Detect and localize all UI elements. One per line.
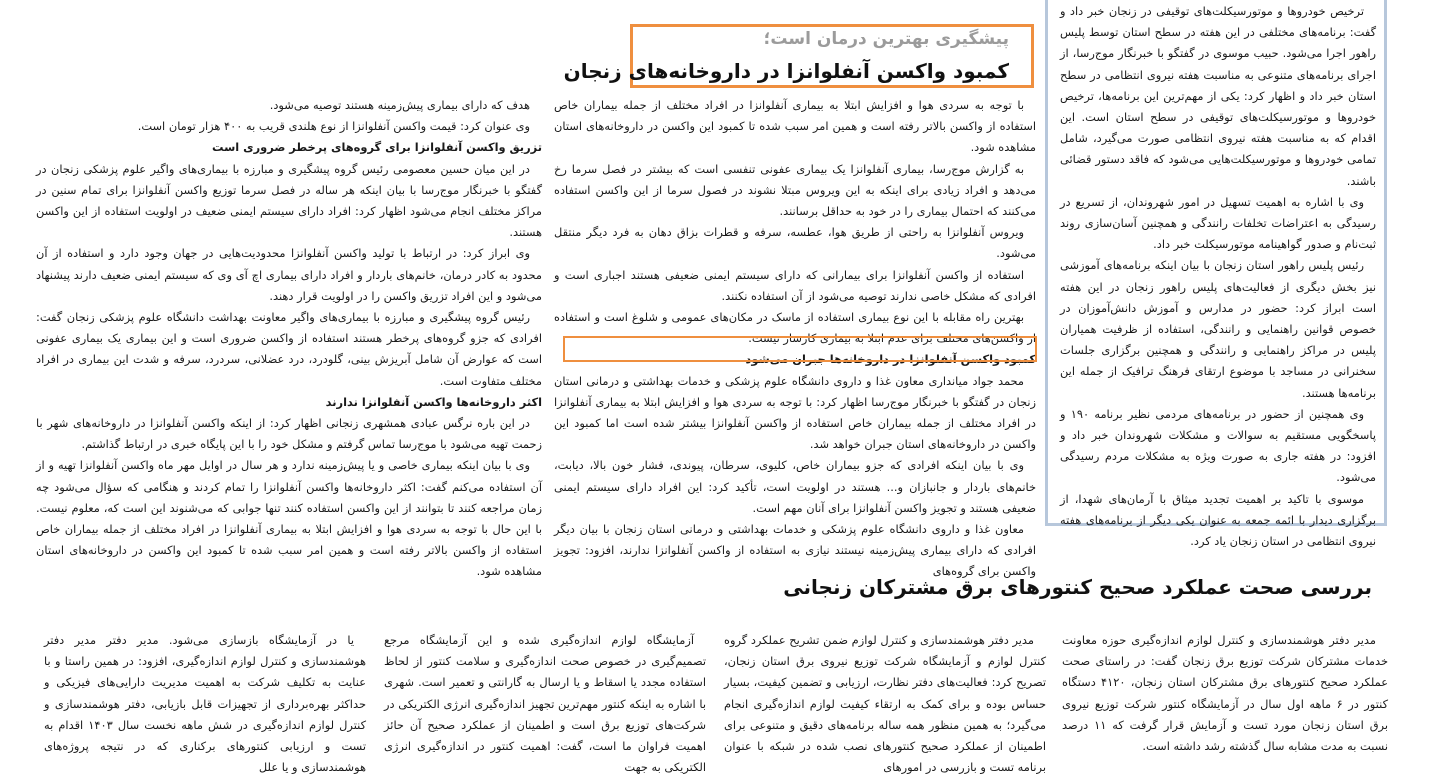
paragraph: در این باره نرگس عبادی همشهری زنجانی اظهار کرد: از اینکه واکسن آنفلوانزا در داروخانه‌های شهر با زحمت تهیه می‌شود با موج‌رسا تماس گرفتم و مشکل خود را با این پایگاه خبری در ارتباط گذاشتم. [36,416,542,452]
speaker-highlight-box [563,336,1037,362]
paragraph: موسوی با تاکید بر اهمیت تجدید میثاق با آرمان‌های شهدا، از برگزاری دیدار با ائمه جمعه به عنوان یکی دیگر از برنامه‌های هفته نیروی انتظامی در استان زنجان یاد کرد. [1060,491,1376,549]
paragraph: در این میان حسین معصومی رئیس گروه پیشگیری و مبارزه با بیماری‌های واگیر علوم پزشکی زنجان در گفتگو با خبرنگار موج‌رسا با بیان اینکه هر ساله در فصل سرما توزیع واکسن آنفلوانزا برای تمام سنین در مراکز مختلف انجام می‌شود اظهار کرد: افراد دارای سیستم ایمنی ضعیف در اولویت استفاده از این واکسن هستند. [36,161,542,240]
paragraph: ویروس آنفلوانزا به راحتی از طریق هوا، عطسه، سرفه و قطرات بزاق دهان به فرد دیگر منتقل می‌شود. [554,225,1036,261]
article-title-electricity: بررسی صحت عملکرد صحیح کنتورهای برق مشترکان زنجانی [783,575,1372,599]
paragraph: ترخیص خودروها و موتورسیکلت‌های توقیفی در زنجان خبر داد و گفت: برنامه‌های مختلفی در این هفته در سطح استان توسط پلیس راهور اجرا می‌شود. حبیب موسوی در گفتگو با خبرنگار موج‌رسا، از اجرای برنامه‌های متنوعی به مناسبت هفته نیروی انتظامی در سطح استان خبر داد و اظهار کرد: یکی از مهم‌ترین این برنامه‌ها، ترخیص خودروها و موتورسیکلت‌های توقیفی در سطح استان است. این اقدام که به مناسبت هفته نیروی انتظامی صورت می‌گیرد، شامل تمامی خودروها و موتورسیکلت‌هایی می‌شود که فاقد دستور قضائی باشند. [1060,4,1376,188]
article-column-left [36,95,542,583]
subheading: تزریق واکسن آنفلوانزا برای گروه‌های پرخطر ضروری است [212,140,542,155]
paragraph: به گزارش موج‌رسا، بیماری آنفلوانزا یک بیماری عفونی تنفسی است که بیشتر در فصل سرما رخ می‌دهد و افراد زیادی برای اینکه به این ویروس مبتلا نشوند در فصول سرما از این واکسن استفاده می‌کنند که احتمال بیماری را در خود به حداقل برسانند. [554,161,1036,219]
paragraph: رئیس پلیس راهور استان زنجان با بیان اینکه برنامه‌های آموزشی نیز بخش دیگری از فعالیت‌های پلیس راهور زنجان در این هفته است ابراز کرد: حضور در مدارس و آموزش دانش‌آموزان در خصوص قوانین راهنمایی و رانندگی، استفاده از ظرفیت همیاران پلیس در مراکز راهنمایی و رانندگی و همچنین برگزاری جلسات سخنرانی در مساجد با موضوع ارتقای فرهنگ ترافیک از جمله این برنامه‌ها هستند. [1060,258,1376,400]
paragraph: یا در آزمایشگاه بازسازی می‌شود. مدیر دفتر مدیر دفتر هوشمندسازی و کنترل لوازم اندازه‌گیری، افزود: در همین راستا و با عنایت به تکلیف شرکت به اهمیت مدیریت دارایی‌های فیزیکی و حداکثر بهره‌برداری از تجهیزات قابل بازیابی، دفتر هوشمندسازی و کنترل لوازم اندازه‌گیری در شش ماهه نخست سال ۱۴۰۳ اقدام به تست و ارزیابی کنتورهای برکناری که در نتیجه پروژه‌های هوشمندسازی و یا علل [44,633,367,775]
article2-column-1 [1062,630,1388,757]
paragraph: وی با بیان اینکه بیماری خاصی و یا پیش‌زمینه ندارد و هر سال در اوایل مهر ماه واکسن آنفلوانزا تهیه و از آن استفاده می‌کنم گفت: اکثر داروخانه‌ها واکسن آنفلوانزا را تمام کردند و هنگامی که سؤال می‌شود چه زمان مراجعه کنند تا بتوانند از این واکسن استفاده کنند تنها جوابی که می‌شنوند این است که، معلوم نیست. با این حال با توجه به سردی هوا و افزایش ابتلا به بیماری آنفلوانزا در افراد مختلف از جمله بیماران خاص استفاده از واکسن بالاتر رفته است و همین امر سبب شده تا کمبود این واکسن در داروخانه‌های استان مشاهده شود. [36,458,542,579]
paragraph: آزمایشگاه لوازم اندازه‌گیری شده و این آزمایشگاه مرجع تصمیم‌گیری در خصوص صحت اندازه‌گیری و سلامت کنتور از لحاظ استفاده مجدد یا اسقاط و یا ارسال به گارانتی و تعمیر است. شهری با اشاره به اینکه کنتور مهم‌ترین تجهیز اندازه‌گیری انرژی الکتریکی در شرکت‌های توزیع برق است و اطمینان از عملکرد صحیح آن حائز اهمیت فراوان ما است، گفت: اهمیت کنتور در اندازه‌گیری انرژی الکتریکی به جهت [384,633,706,775]
subheading: کمبود واکسن آنفلوانزا در داروخانه‌ها جبران می‌شود [745,352,1036,367]
paragraph: با توجه به سردی هوا و افزایش ابتلا به بیماری آنفلوانزا در افراد مختلف از جمله بیماران خاص استفاده از واکسن بالاتر رفته است و همین امر سبب شده تا کمبود این واکسن در داروخانه‌های استان مشاهده شود. [554,98,1036,155]
paragraph: بهترین راه مقابله با این نوع بیماری استفاده از ماسک در مکان‌های عمومی و شلوغ است و استفاده از واکسن‌های مختلف برای عدم ابتلا به بیماری کارساز نیست. [554,310,1036,346]
headline-box [563,24,1034,88]
paragraph: وی ابراز کرد: در ارتباط با تولید واکسن آنفلوانزا محدودیت‌هایی در جهان وجود دارد و استفاده از آن محدود به کادر درمان، خانم‌های باردار و افراد دارای بیماری اچ آی وی که سیستم ایمنی ضعیف دارند پیشنهاد می‌شود و این افراد تزریق واکسن را در اولویت قرار دهند. [36,246,542,303]
paragraph: محمد جواد میانداری معاون غذا و داروی دانشگاه علوم پزشکی و خدمات بهداشتی و درمانی استان زنجان در گفتگو با خبرنگار موج‌رسا اظهار کرد: با توجه به سردی هوا و افزایش ابتلا به بیماری آنفلوانزا در افراد مختلف از جمله بیماران خاص استفاده از واکسن آنفلوانزا بیشتر شده است اما کمبود این واکسن در داروخانه‌های استان جبران خواهد شد. [554,373,1036,452]
paragraph: وی عنوان کرد: قیمت واکسن آنفلوانزا از نوع هلندی قریب به ۴۰۰ هزار تومان است. [137,119,530,134]
paragraph: استفاده از واکسن آنفلوانزا برای بیمارانی که دارای سیستم ایمنی ضعیفی هستند اجباری است و افرادی که مشکل خاصی ندارند توصیه می‌شود از آن استفاده نکنند. [554,267,1036,303]
paragraph: معاون غذا و داروی دانشگاه علوم پزشکی و خدمات بهداشتی و درمانی استان زنجان با بیان دیگر افرادی که دارای بیماری پیش‌زمینه نیستند نیازی به استفاده از واکسن آنفلوانزا ندارند، افزود: تجویز واکسن برای گروه‌های [554,522,1036,579]
paragraph: وی با اشاره به اهمیت تسهیل در امور شهروندان، از تسریع در رسیدگی به اعتراضات تخلفات رانندگی و همچنین آسان‌سازی روند ثبت‌نام و صدور گواهینامه موتورسیکلت خبر داد. [1060,194,1376,252]
article2-column-2 [724,630,1046,778]
paragraph: هدف که دارای بیماری پیش‌زمینه هستند توصیه می‌شود. [269,98,530,112]
paragraph: مدیر دفتر هوشمندسازی و کنترل لوازم اندازه‌گیری حوزه معاونت خدمات مشترکان شرکت توزیع برق زنجان گفت: در راستای صحت عملکرد صحیح کنتورهای برق مشترکان استان زنجان، ۴۱۲۰ دستگاه کنتور در ۶ ماهه اول سال در آزمایشگاه کنتور شرکت توزیع نیروی برق استان زنجان مورد تست و آزمایش قرار گرفت که ۱۱ درصد نسبت به مدت مشابه سال گذشته رشد داشته است. [1062,633,1388,754]
paragraph: وی همچنین از حضور در برنامه‌های مردمی نظیر برنامه ۱۹۰ و پاسخگویی مستقیم به سوالات و مشکلات شهروندان خبر داد و افزود: در هفته جاری به صورت ویژه به مشکلات مردم رسیدگی می‌شود. [1060,406,1376,485]
sidebar-news-column [1060,1,1376,552]
article2-column-3 [384,630,706,778]
article-title: کمبود واکسن آنفلوانزا در داروخانه‌های زنجان [563,59,1009,83]
article2-column-4 [44,630,366,778]
paragraph: رئیس گروه پیشگیری و مبارزه با بیماری‌های واگیر معاونت بهداشت دانشگاه علوم پزشکی زنجان گفت: افرادی که جزو گروه‌های پرخطر هستند استفاده از واکسن ضروری است و این بیماری یک بیماری عفونی است که عوارض آن شامل آبریزش بینی، گلودرد، درد عضلانی، سردرد، سرفه و شدت این بیماری در افراد مختلف متفاوت است. [36,310,542,388]
sidebar-news-box [1045,0,1387,549]
subheading: اکثر داروخانه‌ها واکسن آنفلوانزا ندارند [325,394,542,409]
paragraph: وی با بیان اینکه افرادی که جزو بیماران خاص، کلیوی، سرطان، پیوندی، فشار خون بالا، دیابت، خانم‌های باردار و جانبازان و... هستند در اولویت است، تأکید کرد: این افراد دارای سیستم ایمنی ضعیفی هستند و تجویز واکسن آنفلوانزا برای آنان مهم است. [554,458,1036,515]
paragraph: مدیر دفتر هوشمندسازی و کنترل لوازم ضمن تشریح عملکرد گروه کنترل لوازم و آزمایشگاه شرکت توزیع نیروی برق استان زنجان، تصریح کرد: فعالیت‌های دفتر نظارت، ارزیابی و تضمین کیفیت، بسیار حساس بوده و برای کمک به ارتقاء کیفیت لوازم اندازه‌گیری انجام می‌گیرد؛ به همین منظور همه ساله برنامه‌های دقیق و متنوعی برای اطمینان از عملکرد صحیح کنتورهای نصب شده در شبکه با عنوان برنامه تست و بازرسی در امورهای [724,633,1046,775]
article-kicker: پیشگیری بهترین درمان است؛ [763,29,1009,49]
